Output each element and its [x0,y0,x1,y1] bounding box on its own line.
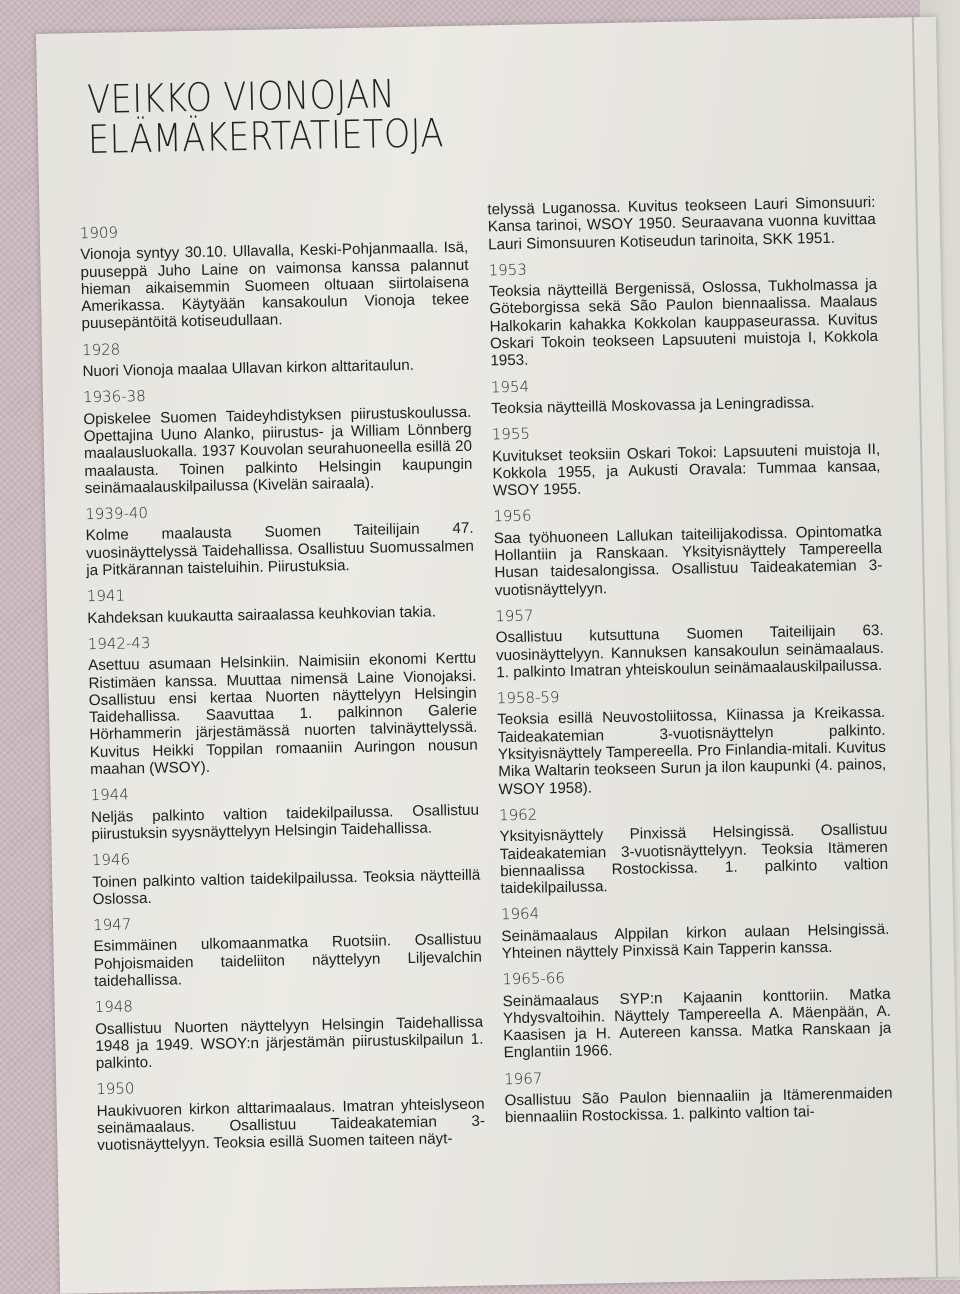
entry-year: 1942-43 [87,633,151,654]
entry-year: 1962 [498,805,538,825]
title-line-1: VEIKKO VIONOJAN [86,72,396,124]
continued-text: telyssä Luganossa. Kuvitus teokseen Lauri Simonsuuri: Kansa tarinoi, WSOY 1950. Seuraavana vuonna kuvittaa Lauri Simonsuuren Kotiseudun tarinoita, SKK 1951. [487,193,876,253]
timeline-entry [87,581,476,627]
timeline-entry [504,1064,893,1127]
entry-year: 1947 [92,915,132,935]
left-column [80,218,486,1164]
timeline-entry [497,683,887,798]
timeline-entry [90,780,479,843]
entry-text: Kahdeksan kuukautta sairaalassa keuhkovian takia. [87,603,437,627]
timeline-entry [83,382,473,497]
entry-text: Nuori Vionoja maalaa Ullavan kirkon alttaritaulun. [82,356,415,381]
entry-year: 1946 [91,850,131,870]
entry-year: 1957 [495,606,534,626]
entry-text: Kolme maalausta Suomen Taiteilijain 47. vuosinäyttelyssä Taidehallissa. Osallistuu Suomussalmen ja Pitkärannan taisteluihin. Piirustuksia. [85,520,475,580]
entry-text: Haukivuoren kirkon alttarimaalaus. Imatran yhteislyseon seinämaalaus. Osallistuu Taideakatemian 3-vuotisnäyttelyyn. Teoksia esillä Suomen taiteen näyt- [96,1095,486,1155]
timeline-entry [499,800,889,898]
timeline-entry [95,992,484,1073]
entry-text: Neljäs palkinto valtion taidekilpailussa. Osallistuu piirustuksin syysnäyttelyyn Helsingin Taidehallissa. [90,801,480,843]
timeline-entry [491,372,880,418]
entry-year: 1953 [488,260,527,280]
entry-text: Teoksia näytteillä Bergenissä, Oslossa, Tukholmassa ja Göteborgissa sekä São Paulon biennaalissa. Maalaus Halkokarin kahakka Kokkolan kauppaseurassa. Kuvitus Oskari Tokoin teokseen Lapsuuteni muistoja I, Kokkola 1953. [488,276,879,370]
entry-text: Toinen palkinto valtion taidekilpailussa. Teoksia näytteillä Oslossa. [92,866,481,908]
entry-year: 1955 [491,424,531,444]
timeline-entry [85,499,474,580]
timeline-entry [492,419,881,500]
entry-year: 1936-38 [82,387,146,407]
entry-text: Esimmäinen ulkomaanmatka Ruotsiin. Osallistuu Pohjoismaiden taideliiton näyttelyyn Liljevalchin taidehallissa. [93,931,482,991]
entry-text: Saa työhuoneen Lallukan taiteilijakodissa. Opintomatka Hollantiin ja Ranskaan. Yksityisnäyttely Tampereella Husan taidesalongissa. Osallistuu Taideakatemian 3-vuotisnäyttelyyn. [493,522,883,599]
entry-year: 1956 [493,507,532,526]
page-title [86,72,445,164]
entry-text: Kuvitukset teoksiin Oskari Tokoi: Lapsuuteni muistoja II, Kokkola 1955, ja Aukusti Oravala: Tummaa kansaa, WSOY 1955. [492,440,881,500]
timeline-entry [82,335,471,381]
timeline-entry [88,629,479,779]
entry-text: Asettuu asumaan Helsinkiin. Naimisiin ekonomi Kerttu Ristimäen kanssa. Muuttaa nimensä Laine Vionojaksi. Osallistuu ensi kertaa Nuorten näyttelyyn Helsingin Taidehallissa. Saavuttaa 1. palkinnon Galerie Hörhammerin järjestämässä nuorten talvinäyttelyssä. Kuvitus Heikki Toppilan romaaniin Auringon nousun maahan (WSOY). [87,649,478,779]
timeline-entry [488,255,878,370]
entry-year: 1939-40 [85,504,149,524]
entry-year: 1958-59 [496,688,560,708]
timeline-entry [501,899,890,962]
timeline-entry [493,501,883,599]
timeline-entry [93,910,482,991]
title-line-2: ELÄMÄKERTATIETOJA [87,111,445,164]
timeline-entry [80,218,470,333]
timeline-entry [502,964,892,1062]
page-fold-line [912,17,938,1277]
entry-text: Yksityisnäyttely Pinxissä Helsingissä. Osallistuu Taideakatemian 3-vuotisnäyttelyyn. Teoksia Itämeren biennaalissa Rostockissa. 1. palkinto valtion taidekilpailussa. [499,821,889,898]
entry-year: 1964 [500,904,540,924]
entry-year: 1965-66 [502,969,566,989]
document-page [36,17,960,1294]
timeline-entry [92,845,481,908]
entry-text: Osallistuu kutsuttuna Suomen Taiteilijain 63. vuosinäyttelyyn. Kannuksen kansakoulun seinämaalaus. 1. palkinto Imatran yhteiskoulun seinämaalauskilpailussa. [495,622,885,682]
entry-year: 1950 [96,1079,135,1099]
entry-year: 1948 [94,997,134,1017]
entry-year: 1928 [81,340,121,359]
entry-text: Teoksia näytteillä Moskovassa ja Leningradissa. [491,394,815,418]
entry-text: Opiskelee Suomen Taideyhdistyksen piirustuskoulussa. Opettajina Uuno Alanko, piirustus- ja William Lönnberg maalausluokalla. 1937 Kouvolan seurahuoneella esillä 20 maalausta. Toinen palkinto Helsingin kaupungin seinämaalauskilpailussa (Kivelän sairaala). [83,403,473,498]
entry-text: Teoksia esillä Neuvostoliitossa, Kiinassa ja Kreikassa. Taideakatemian 3-vuotisnäyttelyn palkinto. Yksityisnäyttely Tampereella. Pro Finlandia-mitali. Kuvitus Mika Waltarin teokseen Surun ja ilon kaupunki (4. painos, WSOY 1958). [497,704,887,798]
entry-text: Vionoja syntyy 30.10. Ullavalla, Keski-Pohjanmaalla. Isä, puuseppä Juho Laine on vaimonsa kanssa palannut hieman aikaisemmin Suomeen oltuaan siirtolaisena Amerikassa. Käytyään kansakoulun Vionoja tekee puusepäntöitä kotiseudullaan. [80,239,470,333]
entry-year: 1941 [86,586,126,606]
entry-year: 1967 [503,1069,543,1088]
timeline-entry [96,1074,485,1155]
timeline-entry [495,601,884,682]
entry-text: Seinämaalaus SYP:n Kajaanin konttoriin. Matka Yhdysvaltoihin. Näyttely Tampereella A. Mäenpään, A. Kaasisen ja H. Autereen kanssa. Matka Ranskaan ja Englantiin 1966. [502,985,892,1062]
entry-text: Osallistuu São Paulon biennaaliin ja Itämerenmaiden biennaaliin Rostockissa. 1. palkinto valtion tai- [504,1084,893,1127]
entry-year: 1944 [90,785,129,805]
entry-text: Seinämaalaus Alppilan kirkon aulaan Helsingissä. Yhteinen näyttely Pinxissä Kain Tapperin kanssa. [501,920,890,963]
entry-text: Osallistuu Nuorten näyttelyyn Helsingin Taidehallissa 1948 ja 1949. WSOY:n järjestämän piirustuskilpailun 1. palkinto. [94,1013,484,1073]
right-column [487,194,893,1136]
entry-year: 1909 [79,223,119,243]
entry-year: 1954 [490,377,530,397]
